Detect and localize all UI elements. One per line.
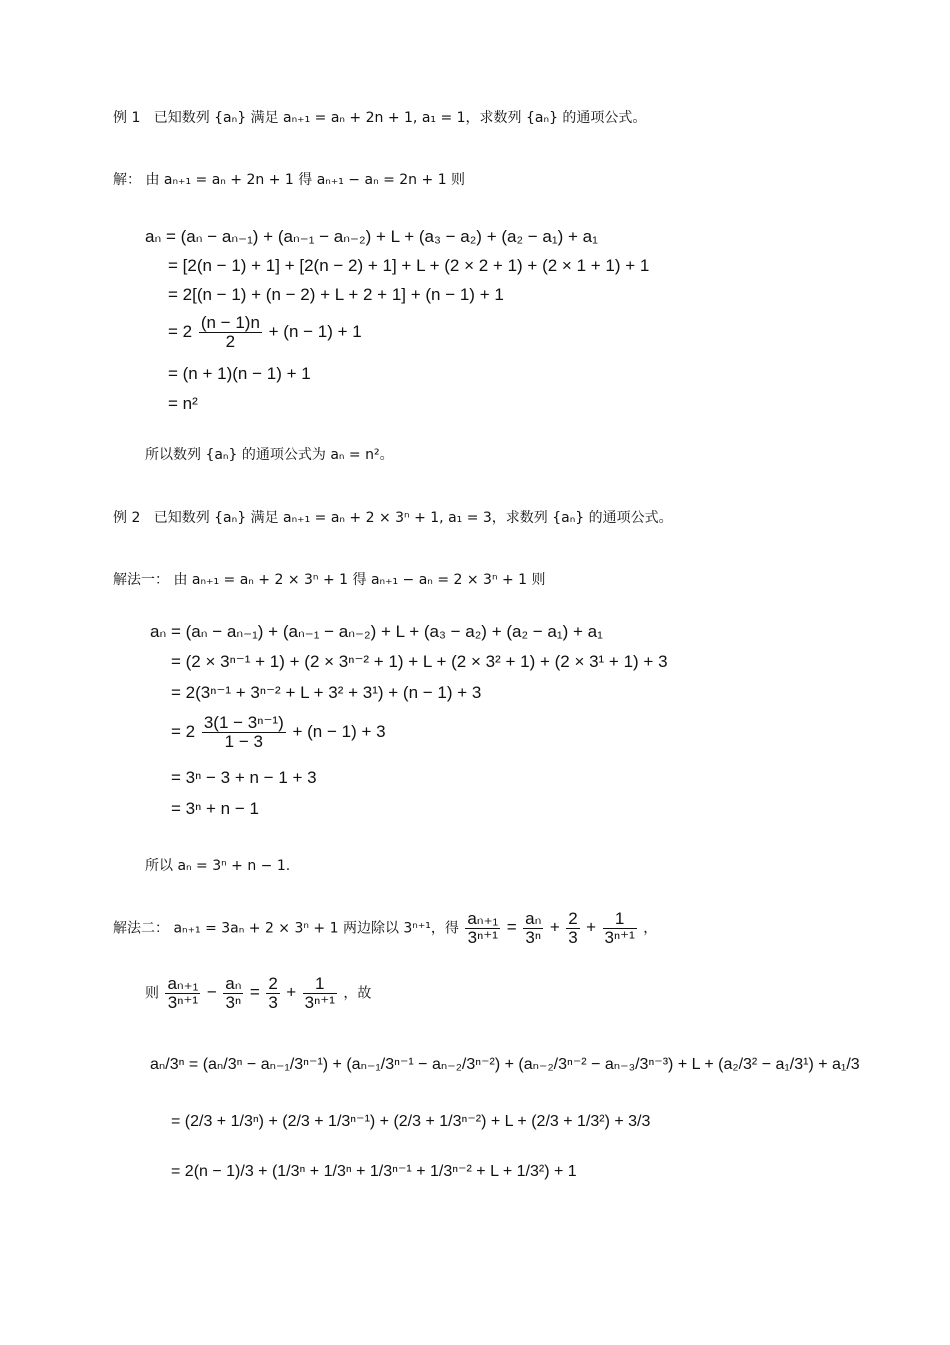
fraction [465,910,500,947]
ex1-line-3: = 2[(n − 1) + (n − 2) + L + 2 + 1] + (n − 1) + 1 [168,285,504,304]
fraction-numerator: 1 [303,975,337,994]
example-1-text: 已知数列 {aₙ} 满足 aₙ₊₁ = aₙ + 2n + 1, a₁ = 1，求数列 {aₙ} 的通项公式。 [153,110,647,126]
fraction [266,975,279,1012]
fraction-numerator: 2 [568,909,578,928]
fraction [223,975,243,1012]
ex2-line-2: = (2 × 3ⁿ⁻¹ + 1) + (2 × 3ⁿ⁻² + 1) + L + (2 × 3² + 1) + (2 × 3¹ + 1) + 3 [171,652,668,671]
final-line-1: aₙ/3ⁿ = (aₙ/3ⁿ − aₙ₋₁/3ⁿ⁻¹) + (aₙ₋₁/3ⁿ⁻¹ − aₙ₋₂/3ⁿ⁻²) + (aₙ₋₂/3ⁿ⁻² − aₙ₋₃/3ⁿ⁻³) + L + (a₂/3² − a₁/3¹) + a₁/3 [150,1056,860,1073]
fraction-denominator: 3ⁿ [525,928,542,947]
then-suffix: ，故 [343,985,372,1002]
ex1-line-5: = n² [168,394,198,413]
solution-2-text: aₙ₊₁ = 3aₙ + 2 × 3ⁿ + 1 两边除以 3ⁿ⁺¹，得 [173,920,459,937]
fraction-numerator: 3(1 − 3ⁿ⁻¹) [203,713,284,732]
fraction [199,314,262,351]
example-1-statement [113,108,646,128]
example-1-conclusion: 所以数列 {aₙ} 的通项公式为 aₙ = n²。 [145,447,394,463]
fraction-denominator: 3ⁿ⁺¹ [167,993,199,1012]
example-2-label: 例 2 [113,510,141,526]
example-2-statement [113,508,673,528]
final-line-3: = 2(n − 1)/3 + (1/3ⁿ + 1/3ⁿ + 1/3ⁿ⁻¹ + 1/3ⁿ⁻² + L + 1/3²) + 1 [171,1163,577,1180]
solution-1-label: 解法一： [113,572,169,588]
fraction-denominator: 3 [268,993,278,1012]
ex1-line-2: = [2(n − 1) + 1] + [2(n − 2) + 1] + L + (2 × 2 + 1) + (2 × 1 + 1) + 1 [168,256,650,275]
fraction-numerator: 1 [603,910,637,929]
fraction [165,975,200,1012]
example-2-conclusion: 所以 aₙ = 3ⁿ + n − 1. [145,858,291,874]
fraction-numerator: (n − 1)n [200,313,260,332]
frac-suffix: + (n − 1) + 1 [268,321,362,341]
fraction [523,910,543,947]
then-label: 则 [145,985,159,1002]
solution-1-text: 由 aₙ₊₁ = aₙ + 2 × 3ⁿ + 1 得 aₙ₊₁ − aₙ = 2 × 3ⁿ + 1 则 [173,572,546,588]
solution-2-label: 解法二： [113,920,169,937]
fraction-numerator: aₙ [525,909,542,928]
fraction-numerator: 2 [268,974,278,993]
fraction [603,910,637,947]
fraction-denominator: 3 [568,928,578,947]
example-2-solution-2-intro: 解法二： aₙ₊₁ = 3aₙ + 2 × 3ⁿ + 1 两边除以 3ⁿ⁺¹，得 $\frac{\text{aₙ₊₁}}{\text{3ⁿ⁺¹}}$ = $\frac{\text{aₙ}}{\text{3ⁿ}}$ + $\frac{2}{3}$ + $\frac{1}{\text{3ⁿ⁺¹}}$ ， [113,909,658,947]
ex1-line-1: aₙ = (aₙ − aₙ₋₁) + (aₙ₋₁ − aₙ₋₂) + L + (a₃ − a₂) + (a₂ − a₁) + a₁ [145,227,598,246]
then-line: 则 $\frac{\text{aₙ₊₁}}{\text{3ⁿ⁺¹}}$ − $\frac{\text{aₙ}}{\text{3ⁿ}}$ = $\frac{2}{3}$ + $\frac{1}{\text{3ⁿ⁺¹}}$ ，故 [145,974,372,1012]
fraction [202,714,286,751]
example-2-text: 已知数列 {aₙ} 满足 aₙ₊₁ = aₙ + 2 × 3ⁿ + 1, a₁ = 3，求数列 {aₙ} 的通项公式。 [153,510,673,526]
example-2-solution-1-intro [113,570,546,590]
fraction-denominator: 3ⁿ⁺¹ [304,993,335,1012]
ex2-line-5: = 3ⁿ + n − 1 [171,799,259,818]
final-line-2: = (2/3 + 1/3ⁿ) + (2/3 + 1/3ⁿ⁻¹) + (2/3 + 1/3ⁿ⁻²) + L + (2/3 + 1/3²) + 3/3 [171,1113,651,1130]
frac-suffix: + (n − 1) + 3 [292,721,386,741]
ex1-line-4: = (n + 1)(n − 1) + 1 [168,364,311,383]
fraction-denominator: 2 [225,332,236,351]
ex1-frac-line [168,314,362,351]
solution-text: 由 aₙ₊₁ = aₙ + 2n + 1 得 aₙ₊₁ − aₙ = 2n + 1 则 [145,172,466,188]
fraction-denominator: 3ⁿ [225,993,242,1012]
ex2-line-3: = 2(3ⁿ⁻¹ + 3ⁿ⁻² + L + 3² + 3¹) + (n − 1) + 3 [171,683,482,702]
ex2-line-1: aₙ = (aₙ − aₙ₋₁) + (aₙ₋₁ − aₙ₋₂) + L + (a₃ − a₂) + (a₂ − a₁) + a₁ [150,622,603,641]
fraction-numerator: aₙ₊₁ [167,974,199,993]
fraction [303,975,337,1012]
frac-prefix: = 2 [171,721,196,741]
solution-label: 解： [113,172,141,188]
fraction-denominator: 3ⁿ⁺¹ [467,928,498,947]
fraction-denominator: 3ⁿ⁺¹ [604,928,635,947]
fraction-numerator: aₙ₊₁ [467,909,499,928]
fraction-denominator: 1 − 3 [224,732,263,751]
fraction-numerator: aₙ [225,974,242,993]
example-1-solution-intro [113,170,465,190]
example-1-label: 例 1 [113,110,141,126]
frac-prefix: = 2 [168,321,193,341]
ex2-line-4: = 3ⁿ − 3 + n − 1 + 3 [171,768,317,787]
fraction [566,910,579,947]
ex2-frac-line [171,714,386,751]
